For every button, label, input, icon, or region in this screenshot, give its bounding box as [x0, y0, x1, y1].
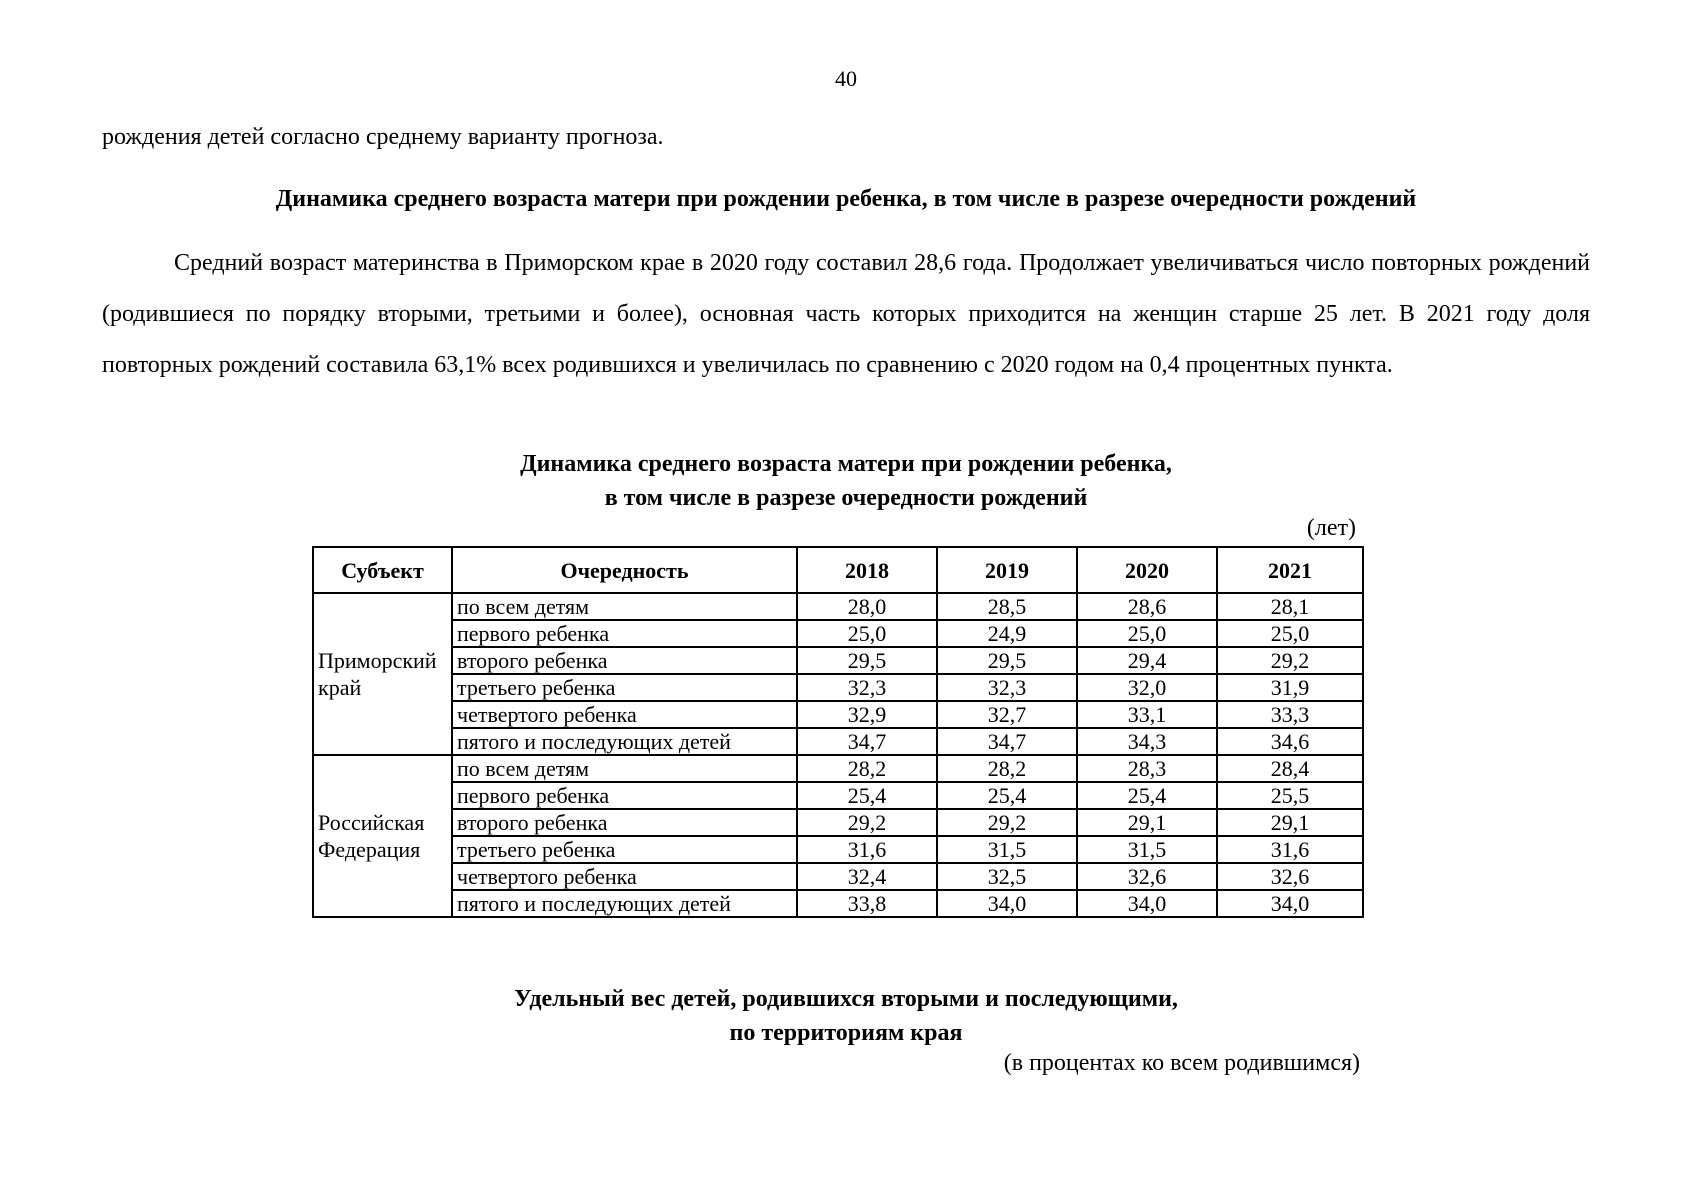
table-row — [313, 728, 1363, 755]
table-body — [313, 593, 1363, 917]
value-cell: 32,0 — [1077, 674, 1217, 701]
table-row — [313, 782, 1363, 809]
value-cell: 34,7 — [797, 728, 937, 755]
table-row — [313, 620, 1363, 647]
table-row — [313, 863, 1363, 890]
col-header-subject: Субъект — [313, 547, 452, 593]
value-cell: 31,6 — [1217, 836, 1363, 863]
continued-sentence: рождения детей согласно среднему варианту прогноза. — [102, 124, 664, 150]
value-cell: 28,6 — [1077, 593, 1217, 620]
section-heading: Динамика среднего возраста матери при рождении ребенка, в том числе в разрезе очередности рождений — [275, 186, 1417, 212]
value-cell: 32,3 — [797, 674, 937, 701]
value-cell: 29,2 — [1217, 647, 1363, 674]
value-cell: 33,1 — [1077, 701, 1217, 728]
value-cell: 25,4 — [797, 782, 937, 809]
col-header-2020: 2020 — [1077, 547, 1217, 593]
body-paragraph: Средний возраст материнства в Приморском крае в 2020 году составил 28,6 года. Продолжает увеличиваться число повторных рождений (родившиеся по порядку вторыми, третьими и более), основная часть которых приходится на женщин старше 25 лет. В 2021 году доля повторных рождений составила 63,1% всех родившихся и увеличилась по сравнению с 2020 годом на 0,4 процентных пункта. — [102, 250, 1590, 378]
value-cell: 25,4 — [937, 782, 1077, 809]
value-cell: 25,0 — [1077, 620, 1217, 647]
table-row — [313, 593, 1363, 620]
birth-order-cell: пятого и последующих детей — [452, 890, 797, 917]
subject-cell: Приморский край — [313, 593, 452, 755]
birth-order-cell: третьего ребенка — [452, 836, 797, 863]
birth-order-cell: третьего ребенка — [452, 674, 797, 701]
col-header-2018: 2018 — [797, 547, 937, 593]
value-cell: 28,5 — [937, 593, 1077, 620]
table-row — [313, 647, 1363, 674]
value-cell: 25,5 — [1217, 782, 1363, 809]
value-cell: 34,0 — [1077, 890, 1217, 917]
value-cell: 31,5 — [1077, 836, 1217, 863]
value-cell: 24,9 — [937, 620, 1077, 647]
birth-order-cell: пятого и последующих детей — [452, 728, 797, 755]
birth-order-cell: по всем детям — [452, 755, 797, 782]
second-title-line-2: по территориям края — [729, 1020, 963, 1046]
table-row — [313, 701, 1363, 728]
value-cell: 32,6 — [1077, 863, 1217, 890]
second-title-line-1: Удельный вес детей, родившихся вторыми и последующими, — [514, 986, 1178, 1012]
birth-order-cell: по всем детям — [452, 593, 797, 620]
value-cell: 32,4 — [797, 863, 937, 890]
value-cell: 29,5 — [797, 647, 937, 674]
value-cell: 29,1 — [1077, 809, 1217, 836]
birth-order-cell: четвертого ребенка — [452, 863, 797, 890]
value-cell: 25,0 — [1217, 620, 1363, 647]
mother-age-table — [312, 546, 1364, 918]
birth-order-cell: первого ребенка — [452, 620, 797, 647]
value-cell: 28,2 — [937, 755, 1077, 782]
col-header-2019: 2019 — [937, 547, 1077, 593]
value-cell: 28,3 — [1077, 755, 1217, 782]
value-cell: 34,3 — [1077, 728, 1217, 755]
col-header-2021: 2021 — [1217, 547, 1363, 593]
table-row — [313, 755, 1363, 782]
value-cell: 29,1 — [1217, 809, 1363, 836]
value-cell: 33,8 — [797, 890, 937, 917]
value-cell: 29,2 — [797, 809, 937, 836]
page-number: 40 — [835, 66, 857, 91]
value-cell: 25,0 — [797, 620, 937, 647]
table-row — [313, 809, 1363, 836]
col-header-order: Очередность — [452, 547, 797, 593]
second-table-unit-label: (в процентах ко всем родившимся) — [1003, 1050, 1360, 1076]
second-table-title — [0, 982, 1692, 1050]
value-cell: 29,5 — [937, 647, 1077, 674]
value-cell: 34,0 — [937, 890, 1077, 917]
table-row — [313, 674, 1363, 701]
table-unit-label: (лет) — [1306, 515, 1356, 541]
value-cell: 34,0 — [1217, 890, 1363, 917]
value-cell: 31,6 — [797, 836, 937, 863]
value-cell: 33,3 — [1217, 701, 1363, 728]
value-cell: 32,5 — [937, 863, 1077, 890]
value-cell: 32,3 — [937, 674, 1077, 701]
birth-order-cell: первого ребенка — [452, 782, 797, 809]
value-cell: 28,0 — [797, 593, 937, 620]
table-title-line-2: в том числе в разрезе очередности рождений — [604, 485, 1088, 511]
table-row — [313, 890, 1363, 917]
table-title — [0, 447, 1692, 515]
birth-order-cell: четвертого ребенка — [452, 701, 797, 728]
value-cell: 34,6 — [1217, 728, 1363, 755]
value-cell: 34,7 — [937, 728, 1077, 755]
value-cell: 31,9 — [1217, 674, 1363, 701]
table-row — [313, 836, 1363, 863]
table-header-row — [313, 547, 1363, 593]
birth-order-cell: второго ребенка — [452, 647, 797, 674]
value-cell: 25,4 — [1077, 782, 1217, 809]
value-cell: 32,7 — [937, 701, 1077, 728]
value-cell: 31,5 — [937, 836, 1077, 863]
table-title-line-1: Динамика среднего возраста матери при рождении ребенка, — [520, 451, 1172, 477]
value-cell: 32,6 — [1217, 863, 1363, 890]
birth-order-cell: второго ребенка — [452, 809, 797, 836]
value-cell: 32,9 — [797, 701, 937, 728]
value-cell: 28,2 — [797, 755, 937, 782]
value-cell: 29,4 — [1077, 647, 1217, 674]
value-cell: 28,1 — [1217, 593, 1363, 620]
value-cell: 29,2 — [937, 809, 1077, 836]
subject-cell: Российская Федерация — [313, 755, 452, 917]
value-cell: 28,4 — [1217, 755, 1363, 782]
